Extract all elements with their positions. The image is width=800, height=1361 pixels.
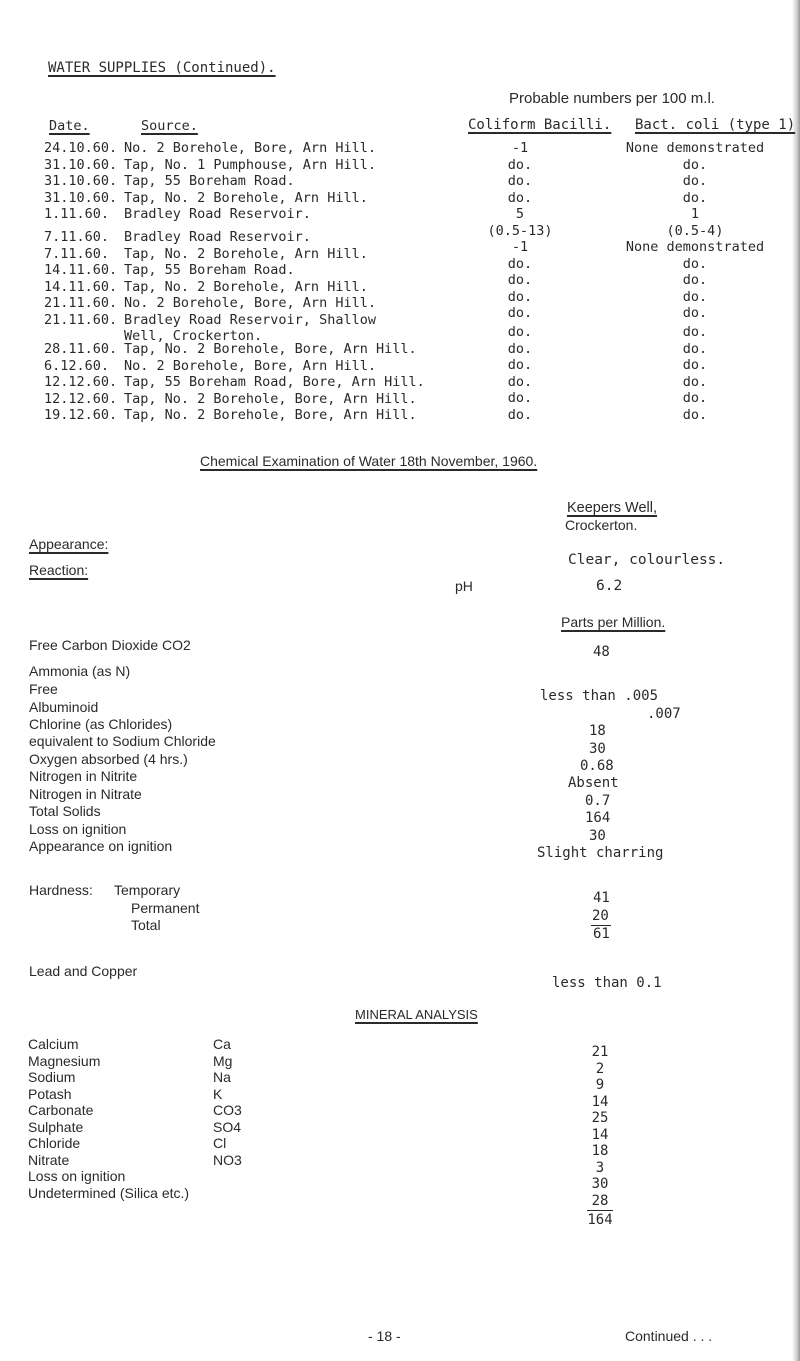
mineral-name: Carbonate — [28, 1102, 94, 1118]
hardness-total-label: Total — [131, 917, 161, 933]
source-cell: Bradley Road Reservoir. — [124, 229, 311, 245]
coliform-cell: do. — [507, 156, 533, 173]
date-cell: 1.11.60. — [44, 206, 110, 222]
source-cell: Tap, No. 2 Borehole, Arn Hill. — [124, 189, 368, 206]
hardness-permanent-label: Permanent — [131, 900, 200, 916]
mineral-symbol: SO4 — [213, 1118, 242, 1135]
source-cell: Tap, No. 2 Borehole, Bore, Arn Hill. — [124, 390, 417, 407]
coliform-cell: do. — [507, 324, 533, 340]
total-solids-value: 164 — [585, 810, 611, 826]
coliform-cell: do. — [507, 305, 533, 321]
chemical-examination-title: Chemical Examination of Water 18th November, 1960. — [200, 453, 538, 469]
nitrite-label: Nitrogen in Nitrite — [29, 768, 138, 784]
bact-coli-cell: do. — [682, 406, 708, 423]
albuminoid-label: Albuminoid — [29, 699, 99, 715]
date-cell: 12.12.60. — [44, 374, 118, 390]
bact-coli-cell: do. — [682, 255, 708, 272]
bact-coli-column-heading: Bact. coli (type 1) — [635, 117, 796, 133]
bact-coli-cell: None demonstrated — [625, 140, 765, 156]
hardness-label: Hardness: — [29, 882, 93, 898]
mineral-value: 21 — [591, 1044, 609, 1060]
probable-numbers-heading: Probable numbers per 100 m.l. — [509, 90, 715, 107]
date-cell: 24.10.60. — [44, 140, 118, 156]
coliform-cell: do. — [507, 406, 533, 423]
lead-copper-label: Lead and Copper — [29, 963, 138, 979]
mineral-symbol: Na — [213, 1069, 231, 1085]
mineral-total-value: 164 — [587, 1212, 613, 1228]
bact-coli-cell: 1 — [690, 206, 700, 222]
bact-coli-cell: do. — [682, 173, 708, 189]
coliform-values-2 — [475, 324, 565, 423]
ph-label: pH — [455, 578, 473, 594]
ammonia-label: Ammonia (as N) — [29, 663, 131, 679]
reaction-label: Reaction: — [29, 562, 89, 578]
mineral-symbol: Ca — [213, 1036, 231, 1052]
hardness-permanent-value: 20 — [592, 908, 609, 924]
mineral-symbol: Cl — [213, 1135, 227, 1151]
free-ammonia-label: Free — [29, 681, 58, 697]
nitrate-value: 0.7 — [585, 793, 611, 809]
dates-group-3 — [44, 341, 117, 424]
coliform-cell: do. — [507, 373, 533, 390]
mineral-name: Calcium — [28, 1036, 79, 1052]
loss-on-ignition-value: 30 — [589, 828, 606, 844]
coliform-cell: do. — [507, 255, 533, 272]
source-cell: Tap, No. 1 Pumphouse, Arn Hill. — [124, 156, 376, 173]
bact-coli-cell: do. — [682, 288, 708, 305]
source-cell: Tap, 55 Boreham Road. — [124, 262, 295, 278]
mineral-name: Magnesium — [28, 1052, 101, 1069]
bact-coli-cell: (0.5-4) — [666, 222, 724, 239]
source-cell: Tap, No. 2 Borehole, Bore, Arn Hill. — [124, 341, 417, 357]
date-cell: 6.12.60. — [44, 357, 110, 374]
free-ammonia-value: less than .005 — [540, 688, 659, 704]
mineral-symbol: CO3 — [213, 1102, 242, 1118]
date-cell: 7.11.60. — [44, 245, 110, 262]
date-cell: 31.10.60. — [44, 173, 118, 189]
bact-coli-cell: None demonstrated — [625, 239, 765, 255]
oxygen-absorbed-value: 0.68 — [580, 758, 614, 774]
bact-coli-cell: do. — [682, 373, 708, 390]
date-cell: 19.12.60. — [44, 407, 118, 423]
date-cell: 12.12.60. — [44, 390, 118, 407]
mineral-value: 14 — [591, 1126, 609, 1143]
nitrite-value: Absent — [568, 775, 619, 791]
coliform-cell: do. — [507, 173, 533, 189]
mineral-symbol: Mg — [213, 1052, 233, 1069]
mineral-name: Chloride — [28, 1135, 81, 1151]
bact-coli-cell: do. — [682, 357, 708, 373]
bact-coli-cell: do. — [682, 305, 708, 321]
mineral-name: Sulphate — [28, 1118, 84, 1135]
source-cell: Tap, No. 2 Borehole, Arn Hill. — [124, 245, 368, 262]
date-cell: 31.10.60. — [44, 156, 118, 173]
nitrate-label: Nitrogen in Nitrate — [29, 786, 142, 802]
coliform-column-heading: Coliform Bacilli. — [468, 117, 612, 133]
source-cell: Tap, No. 2 Borehole, Bore, Arn Hill. — [124, 407, 417, 423]
coliform-cell: (0.5-13) — [487, 222, 553, 239]
source-cell: Bradley Road Reservoir. — [124, 206, 311, 222]
source-column-heading: Source. — [141, 118, 198, 134]
mineral-value: 2 — [595, 1060, 605, 1077]
mineral-values — [575, 1044, 625, 1209]
coliform-cell: 5 — [515, 206, 525, 222]
mineral-value: 9 — [595, 1077, 605, 1093]
bact-coli-values-2 — [600, 324, 790, 423]
page-title: WATER SUPPLIES (Continued). — [48, 60, 276, 76]
keepers-well-heading: Keepers Well, — [567, 500, 657, 516]
parts-per-million-heading: Parts per Million. — [561, 614, 666, 630]
bact-coli-cell: do. — [682, 390, 708, 406]
oxygen-absorbed-label: Oxygen absorbed (4 hrs.) — [29, 751, 188, 767]
date-cell: 14.11.60. — [44, 278, 118, 295]
coliform-cell: do. — [507, 357, 533, 373]
mineral-name: Potash — [28, 1085, 72, 1102]
source-cell: Tap, 55 Boreham Road. — [124, 173, 295, 189]
coliform-cell: do. — [507, 288, 533, 305]
mineral-name: Nitrate — [28, 1151, 70, 1168]
date-cell: 28.11.60. — [44, 341, 118, 357]
date-column-heading: Date. — [49, 118, 90, 134]
crockerton-heading: Crockerton. — [565, 517, 638, 533]
mineral-symbol: K — [213, 1085, 223, 1102]
source-cell-continued: Well, Crockerton. — [124, 328, 263, 344]
bact-coli-cell: do. — [682, 189, 708, 206]
bact-coli-values-1 — [600, 140, 790, 322]
chlorine-label: Chlorine (as Chlorides) — [29, 716, 173, 732]
source-cell: Tap, 55 Boreham Road, Bore, Arn Hill. — [124, 374, 425, 390]
mineral-value: 3 — [595, 1159, 605, 1176]
coliform-cell: do. — [507, 340, 533, 357]
co2-label: Free Carbon Dioxide CO2 — [29, 637, 191, 653]
lead-copper-value: less than 0.1 — [552, 975, 662, 991]
loss-on-ignition-mineral-label: Loss on ignition — [28, 1168, 126, 1184]
coliform-cell: do. — [507, 272, 533, 288]
page-edge-shadow — [792, 0, 800, 1361]
mineral-value: 25 — [591, 1110, 609, 1126]
mineral-name: Sodium — [28, 1069, 76, 1085]
mineral-symbols — [213, 1036, 242, 1168]
mineral-names — [28, 1036, 189, 1201]
dates-group-2 — [44, 229, 117, 328]
mineral-value: 14 — [591, 1093, 609, 1110]
date-cell: 21.11.60. — [44, 295, 118, 311]
mineral-analysis-title: MINERAL ANALYSIS — [355, 1007, 478, 1022]
co2-value: 48 — [593, 644, 610, 660]
mineral-sum-rule — [587, 1210, 613, 1211]
sources-group-1 — [124, 140, 376, 223]
total-solids-label: Total Solids — [29, 803, 101, 819]
source-cell: Tap, No. 2 Borehole, Arn Hill. — [124, 278, 368, 295]
bact-coli-cell: do. — [682, 272, 708, 288]
source-cell: No. 2 Borehole, Bore, Arn Hill. — [124, 140, 376, 156]
ph-value: 6.2 — [596, 578, 623, 594]
sodium-chloride-label: equivalent to Sodium Chloride — [29, 733, 216, 749]
coliform-values-1 — [475, 140, 565, 322]
undetermined-label: Undetermined (Silica etc.) — [28, 1184, 190, 1201]
coliform-cell: do. — [507, 189, 533, 206]
sodium-chloride-value: 30 — [589, 741, 606, 757]
bact-coli-cell: do. — [682, 156, 708, 173]
appearance-label: Appearance: — [29, 536, 109, 552]
mineral-symbol: NO3 — [213, 1151, 242, 1168]
coliform-cell: do. — [507, 390, 533, 406]
loss-on-ignition-label: Loss on ignition — [29, 821, 127, 837]
source-cell: No. 2 Borehole, Bore, Arn Hill. — [124, 295, 376, 311]
date-cell: 21.11.60. — [44, 311, 118, 328]
coliform-cell: -1 — [511, 140, 529, 156]
date-cell: 7.11.60. — [44, 229, 110, 245]
bact-coli-cell: do. — [682, 340, 708, 357]
source-cell: Bradley Road Reservoir, Shallow — [124, 311, 376, 328]
albuminoid-value: .007 — [647, 706, 681, 722]
bact-coli-cell: do. — [682, 324, 708, 340]
date-cell: 31.10.60. — [44, 189, 118, 206]
date-cell: 14.11.60. — [44, 262, 118, 278]
chlorine-value: 18 — [589, 723, 606, 739]
hardness-temporary-label: Temporary — [114, 882, 181, 898]
sources-group-3 — [124, 341, 425, 424]
page-number: - 18 - — [368, 1328, 401, 1344]
source-cell: No. 2 Borehole, Bore, Arn Hill. — [124, 357, 376, 374]
appearance-value: Clear, colourless. — [568, 552, 726, 568]
mineral-value: 18 — [591, 1143, 609, 1159]
dates-group-1 — [44, 140, 117, 223]
loss-on-ignition-mineral-value: 30 — [591, 1176, 609, 1192]
undetermined-value: 28 — [591, 1192, 609, 1209]
hardness-temporary-value: 41 — [593, 890, 610, 906]
sources-group-2 — [124, 229, 376, 345]
continued-note: Continued . . . — [625, 1328, 713, 1344]
appearance-on-ignition-value: Slight charring — [537, 845, 664, 861]
appearance-on-ignition-label: Appearance on ignition — [29, 838, 173, 854]
coliform-cell: -1 — [511, 239, 529, 255]
hardness-total-value: 61 — [593, 926, 610, 942]
